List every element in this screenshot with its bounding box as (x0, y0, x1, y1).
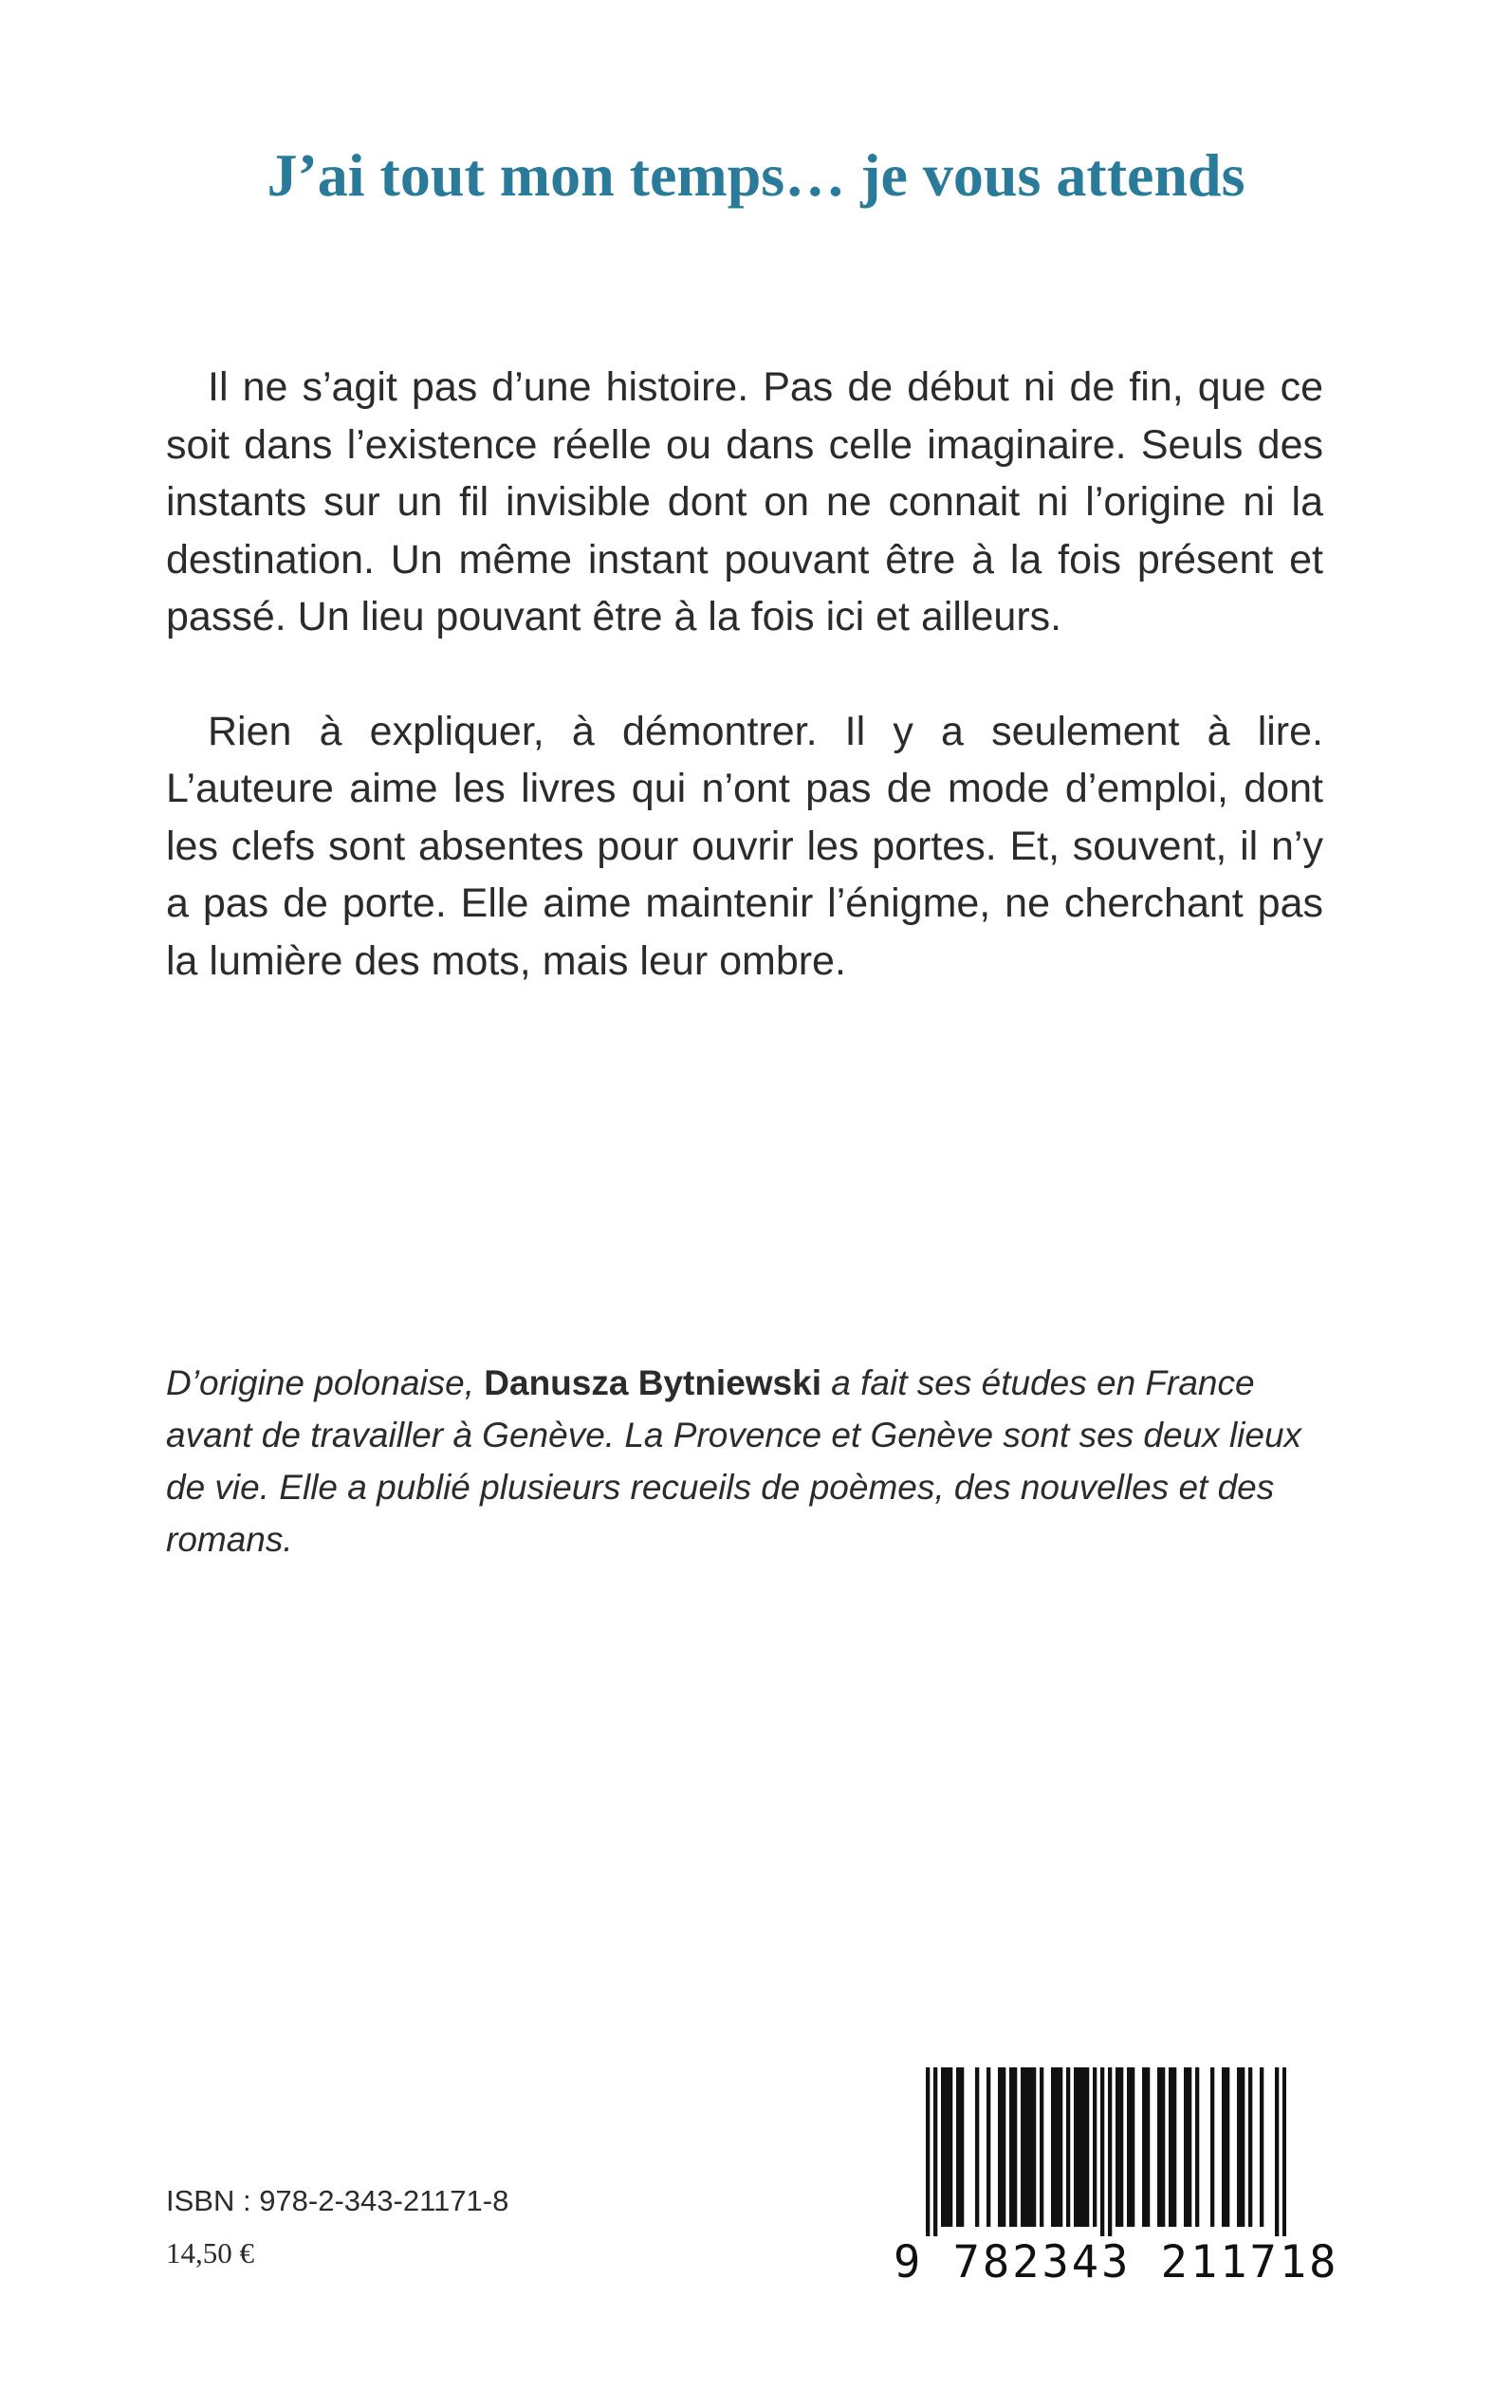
barcode-bar (1116, 2067, 1119, 2227)
barcode-bar (1184, 2067, 1188, 2227)
barcode-bar (1074, 2067, 1078, 2227)
price: 14,50 € (166, 2236, 254, 2269)
barcode-bar (1222, 2067, 1226, 2227)
barcode-bar (1146, 2067, 1150, 2227)
barcode-bar (949, 2067, 952, 2227)
barcode-bar (1051, 2067, 1055, 2227)
barcode-bar (1059, 2067, 1062, 2227)
barcode-bar (1237, 2067, 1241, 2227)
barcode-bar (1210, 2067, 1214, 2227)
author-bio (166, 1357, 1323, 1565)
barcode-bar (1100, 2067, 1104, 2236)
barcode-bar (1127, 2067, 1131, 2227)
barcode-bar (1093, 2067, 1097, 2227)
barcode-bar (1085, 2067, 1089, 2227)
summary-paragraph: Rien à expliquer, à démontrer. Il y a seulement à lire. L’auteure aime les livres qui n’ont pas de mode d’emploi, dont les clefs sont absentes pour ouvrir les portes. Et, souvent, il n’y a pas de porte. Elle aime maintenir l’énigme, ne cherchant pas la lumière des mots, mais leur ombre. (166, 708, 1323, 984)
barcode-bar (998, 2067, 1002, 2227)
barcode-bar (960, 2067, 964, 2227)
barcode-bar (1131, 2067, 1134, 2227)
barcode-bar (1055, 2067, 1059, 2227)
barcode-bar (1024, 2067, 1028, 2227)
barcode-bar (1248, 2067, 1252, 2227)
barcode-bar (986, 2067, 990, 2227)
barcode-bar (945, 2067, 949, 2227)
barcode-bar (1119, 2067, 1123, 2227)
bio-prefix: D’origine polonaise, (166, 1363, 485, 1402)
barcode-bar (1002, 2067, 1005, 2227)
barcode-bar (941, 2067, 945, 2227)
barcode-bar (1040, 2067, 1043, 2227)
barcode-bar (1172, 2067, 1176, 2227)
isbn-number: ISBN : 978-2-343-21171-8 (166, 2184, 509, 2217)
barcode-bar (1028, 2067, 1032, 2227)
barcode-digits: 9 782343 211718 (894, 2236, 1339, 2288)
barcode-bar (1226, 2067, 1229, 2227)
book-summary (166, 359, 1323, 1047)
barcode (894, 2067, 1339, 2305)
barcode-bar (1169, 2067, 1172, 2227)
barcode-bar (1066, 2067, 1070, 2227)
barcode-bar (926, 2067, 930, 2236)
barcode-bar (1282, 2067, 1286, 2236)
barcode-bar (1009, 2067, 1013, 2227)
barcode-bar (1275, 2067, 1279, 2236)
barcode-bar (1078, 2067, 1081, 2227)
barcode-bar (933, 2067, 937, 2236)
barcode-bar (1081, 2067, 1085, 2227)
barcode-bar (975, 2067, 979, 2227)
book-title: J’ai tout mon temps… je vous attends (267, 141, 1245, 209)
barcode-bar (1108, 2067, 1112, 2236)
author-name: Danusza Bytniewski (484, 1363, 821, 1402)
barcode-bar (1241, 2067, 1245, 2227)
barcode-bar (1021, 2067, 1024, 2227)
barcode-bar (1032, 2067, 1036, 2227)
barcode-bar (1161, 2067, 1165, 2227)
barcode-bar (956, 2067, 960, 2227)
barcode-bars (926, 2067, 1286, 2236)
barcode-bar (1260, 2067, 1263, 2227)
summary-paragraph: Il ne s’agit pas d’une histoire. Pas de début ni de fin, que ce soit dans l’existence réelle ou dans celle imaginaire. Seuls des instants sur un fil invisible dont on ne connait ni l’origine ni la destination. Un même instant pouvant être à la fois présent et passé. Un lieu pouvant être à la fois ici et ailleurs. (166, 364, 1323, 639)
barcode-bar (1013, 2067, 1017, 2227)
bio-suffix: a fait ses études en France avant de travailler à Genève. La Provence et Genève sont ses deux lieux de vie. Elle a publié plusieurs recueils de poèmes, des nouvelles et des romans. (166, 1363, 1302, 1559)
barcode-bar (1157, 2067, 1161, 2227)
barcode-bar (1188, 2067, 1191, 2227)
barcode-bar (1195, 2067, 1199, 2227)
barcode-bar (1142, 2067, 1146, 2227)
